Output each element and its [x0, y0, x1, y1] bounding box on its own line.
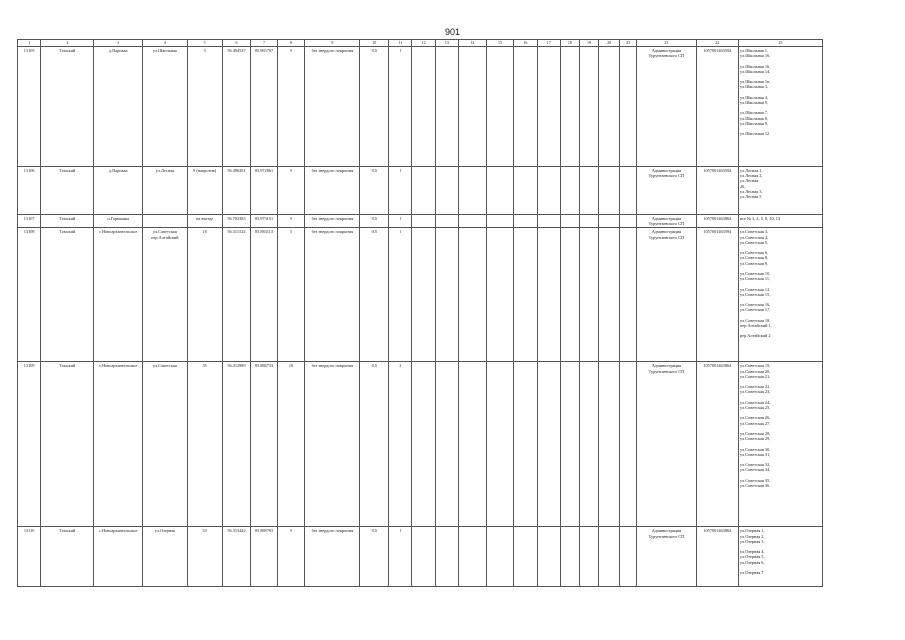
- empty-cell: [599, 527, 620, 587]
- empty-cell: [620, 228, 637, 362]
- header-cell: 9: [305, 40, 360, 47]
- empty-cell: [459, 167, 487, 215]
- cell-volume: 0,5: [360, 527, 389, 587]
- cell-volume: 0,5: [360, 228, 389, 362]
- cell-street: ул.Советская: [143, 362, 188, 527]
- cell-settlement: с.Новоархангельское: [94, 527, 143, 587]
- cell-house: на въезде: [187, 215, 222, 228]
- header-cell: 23: [637, 40, 696, 47]
- cell-area: 5: [277, 47, 305, 167]
- empty-cell: [620, 47, 637, 167]
- cell-street: [143, 215, 188, 228]
- cell-cover: без твердого покрытия: [305, 362, 360, 527]
- cell-count: 1: [389, 527, 412, 587]
- empty-cell: [579, 215, 598, 228]
- cell-count: 2: [389, 362, 412, 527]
- empty-cell: [620, 362, 637, 527]
- cell-settlement: с.Новоархангельское: [94, 362, 143, 527]
- header-cell: 17: [537, 40, 560, 47]
- table-row: [18, 167, 823, 215]
- empty-cell: [486, 527, 514, 587]
- cell-lat: 56.312989: [222, 362, 251, 527]
- empty-cell: [412, 362, 435, 527]
- header-cell: 24: [696, 40, 738, 47]
- header-cell: 21: [620, 40, 637, 47]
- cell-lon: 85.973151: [251, 215, 278, 228]
- table-row: [18, 527, 823, 587]
- empty-cell: [537, 215, 560, 228]
- cell-lon: 85.886733: [251, 362, 278, 527]
- empty-cell: [514, 215, 537, 228]
- cell-addresses: ул.Советская 3, ул.Советская 4, ул.Советская 5, ул.Советская 6, ул.Советская 8, ул.Советская 9, ул.Советская 10, ул.Советская 11, ул.Советская 12, ул.Советская 15, ул.Советская 16, ул.Советская 17, ул.Советская 18, пер.Алтайский 1, pер.Алтайский 2: [739, 228, 823, 362]
- table-row: [18, 228, 823, 362]
- empty-cell: [435, 527, 458, 587]
- register-table: [17, 39, 823, 587]
- cell-id: 13109: [18, 362, 41, 527]
- empty-cell: [620, 215, 637, 228]
- empty-cell: [579, 527, 598, 587]
- empty-cell: [514, 362, 537, 527]
- cell-area: 10: [277, 362, 305, 527]
- empty-cell: [435, 362, 458, 527]
- cell-district: Томский: [41, 215, 94, 228]
- empty-cell: [599, 362, 620, 527]
- cell-house: 35: [187, 362, 222, 527]
- cell-cover: без твердого покрытия: [305, 228, 360, 362]
- empty-cell: [579, 167, 598, 215]
- empty-cell: [459, 215, 487, 228]
- cell-ogrn: 1057001463864: [696, 362, 738, 527]
- header-cell: 12: [412, 40, 435, 47]
- cell-lat: 56.313442: [222, 527, 251, 587]
- cell-lon: 85.883113: [251, 228, 278, 362]
- empty-cell: [412, 215, 435, 228]
- cell-owner: Администрация Турунтаевского СП: [637, 167, 696, 215]
- cell-ogrn: 1057001463594: [696, 167, 738, 215]
- cell-addresses: все № 3, 4, 5, 8, 10, 13: [739, 215, 823, 228]
- empty-cell: [537, 167, 560, 215]
- cell-street: ул.Советская пер.Алтайский: [143, 228, 188, 362]
- cell-settlement: п.Горьковка: [94, 215, 143, 228]
- empty-cell: [486, 215, 514, 228]
- cell-addresses: ул.Лесная 1, ул.Лесная 2, ул.Лесная 26, ул.Лесная 3, ул.Лесная 5: [739, 167, 823, 215]
- cell-owner: Администрация Турунтаевского СП: [637, 228, 696, 362]
- header-row: [18, 40, 823, 47]
- cell-area: 5: [277, 527, 305, 587]
- cell-cover: без твердого покрытия: [305, 527, 360, 587]
- cell-district: Томский: [41, 228, 94, 362]
- cell-volume: 0,5: [360, 362, 389, 527]
- cell-district: Томский: [41, 362, 94, 527]
- cell-house: 3: [187, 47, 222, 167]
- cell-lon: 85.972861: [251, 167, 278, 215]
- cell-settlement: с.Новоархангельское: [94, 228, 143, 362]
- cell-street: ул.Лесная: [143, 167, 188, 215]
- cell-count: 1: [389, 228, 412, 362]
- cell-house: 18: [187, 228, 222, 362]
- empty-cell: [599, 167, 620, 215]
- empty-cell: [459, 228, 487, 362]
- header-cell: 5: [187, 40, 222, 47]
- cell-house: 9 (напротив): [187, 167, 222, 215]
- empty-cell: [514, 228, 537, 362]
- cell-owner: Администрация Турунтаевского СП: [637, 215, 696, 228]
- header-cell: 10: [360, 40, 389, 47]
- table-row: [18, 362, 823, 527]
- empty-cell: [560, 215, 579, 228]
- cell-area: 5: [277, 215, 305, 228]
- cell-area: 5: [277, 228, 305, 362]
- header-cell: 14: [459, 40, 487, 47]
- cell-cover: без твердого покрытия: [305, 167, 360, 215]
- cell-count: 1: [389, 47, 412, 167]
- header-cell: 11: [389, 40, 412, 47]
- empty-cell: [412, 228, 435, 362]
- cell-lat: 56.702385: [222, 215, 251, 228]
- table-row: [18, 47, 823, 167]
- empty-cell: [412, 527, 435, 587]
- cell-owner: Администрация Турунтаевского СП: [637, 527, 696, 587]
- cell-count: 1: [389, 167, 412, 215]
- cell-ogrn: 1057001463594: [696, 47, 738, 167]
- header-cell: 15: [486, 40, 514, 47]
- cell-count: 1: [389, 215, 412, 228]
- header-cell: 1: [18, 40, 41, 47]
- header-cell: 2: [41, 40, 94, 47]
- cell-district: Томский: [41, 527, 94, 587]
- header-cell: 19: [579, 40, 598, 47]
- empty-cell: [620, 527, 637, 587]
- empty-cell: [435, 47, 458, 167]
- empty-cell: [560, 228, 579, 362]
- empty-cell: [459, 527, 487, 587]
- empty-cell: [435, 215, 458, 228]
- header-cell: 6: [222, 40, 251, 47]
- cell-volume: 0,5: [360, 47, 389, 167]
- cell-lat: 56.311524: [222, 228, 251, 362]
- empty-cell: [579, 362, 598, 527]
- header-cell: 20: [599, 40, 620, 47]
- empty-cell: [537, 362, 560, 527]
- header-cell: 4: [143, 40, 188, 47]
- cell-area: 5: [277, 167, 305, 215]
- cell-ogrn: 1057001463594: [696, 228, 738, 362]
- cell-district: Томский: [41, 47, 94, 167]
- empty-cell: [412, 47, 435, 167]
- empty-cell: [412, 167, 435, 215]
- cell-street: ул.Школьная: [143, 47, 188, 167]
- empty-cell: [599, 228, 620, 362]
- empty-cell: [537, 47, 560, 167]
- empty-cell: [514, 47, 537, 167]
- empty-cell: [560, 167, 579, 215]
- header-cell: 3: [94, 40, 143, 47]
- cell-street: ул.Озерная: [143, 527, 188, 587]
- cell-settlement: д.Паровка: [94, 167, 143, 215]
- header-cell: 25: [739, 40, 823, 47]
- table-row: [18, 215, 823, 228]
- empty-cell: [486, 362, 514, 527]
- cell-house: 53: [187, 527, 222, 587]
- cell-settlement: д.Паровка: [94, 47, 143, 167]
- cell-cover: без твердого покрытия: [305, 215, 360, 228]
- cell-addresses: ул.Школьная 1, ул.Школьная 16, ул.Школьная 16, ул.Школьная 14, ул.Школьная 1в, ул.Школьная 3, ул.Школьная 4, ул.Школьная 5, ул.Школьная 7, ул.Школьная 8, ул.Школьная 9, ул.Школьная 12: [739, 47, 823, 167]
- empty-cell: [579, 47, 598, 167]
- cell-id: 13108: [18, 228, 41, 362]
- header-cell: 7: [251, 40, 278, 47]
- cell-cover: без твердого покрытия: [305, 47, 360, 167]
- empty-cell: [459, 47, 487, 167]
- empty-cell: [486, 228, 514, 362]
- cell-id: 13105: [18, 47, 41, 167]
- page-number: 901: [444, 27, 461, 37]
- empty-cell: [459, 362, 487, 527]
- empty-cell: [560, 47, 579, 167]
- cell-lon: 85.888783: [251, 527, 278, 587]
- empty-cell: [514, 167, 537, 215]
- cell-id: 13106: [18, 167, 41, 215]
- cell-volume: 0,5: [360, 215, 389, 228]
- empty-cell: [560, 527, 579, 587]
- cell-lat: 56.494537: [222, 47, 251, 167]
- header-cell: 16: [514, 40, 537, 47]
- empty-cell: [579, 228, 598, 362]
- cell-district: Томский: [41, 167, 94, 215]
- empty-cell: [537, 228, 560, 362]
- cell-id: 13110: [18, 527, 41, 587]
- empty-cell: [599, 215, 620, 228]
- cell-ogrn: 1057001463864: [696, 527, 738, 587]
- cell-lon: 85.965707: [251, 47, 278, 167]
- cell-id: 13107: [18, 215, 41, 228]
- header-cell: 13: [435, 40, 458, 47]
- header-cell: 8: [277, 40, 305, 47]
- empty-cell: [620, 167, 637, 215]
- empty-cell: [435, 167, 458, 215]
- cell-lat: 56.496281: [222, 167, 251, 215]
- empty-cell: [537, 527, 560, 587]
- empty-cell: [435, 228, 458, 362]
- empty-cell: [486, 47, 514, 167]
- empty-cell: [514, 527, 537, 587]
- empty-cell: [486, 167, 514, 215]
- cell-addresses: ул.Озерная 1, ул.Озерная 2, ул.Озерная 3, ул.Озерная 4, ул.Озерная 5, ул.Озерная 6, ул.Озерная 7: [739, 527, 823, 587]
- cell-ogrn: 1057001463864: [696, 215, 738, 228]
- cell-addresses: ул.Советская 19, ул.Советская 20, ул.Советская 21, ул.Советская 22, ул.Советская 23, ул.Советская 24, ул.Советская 25, ул.Советская 26, ул.Советская 27, ул.Советская 28, ул.Советская 29, ул.Советская 30, ул.Советская 31, ул.Советская 32, ул.Советская 34, ул.Советская 35, ул.Советская 36: [739, 362, 823, 527]
- empty-cell: [560, 362, 579, 527]
- cell-owner: Администрация Турунтаевского СП: [637, 362, 696, 527]
- cell-owner: Администрация Турунтаевского СП: [637, 47, 696, 167]
- empty-cell: [599, 47, 620, 167]
- cell-volume: 0,5: [360, 167, 389, 215]
- header-cell: 18: [560, 40, 579, 47]
